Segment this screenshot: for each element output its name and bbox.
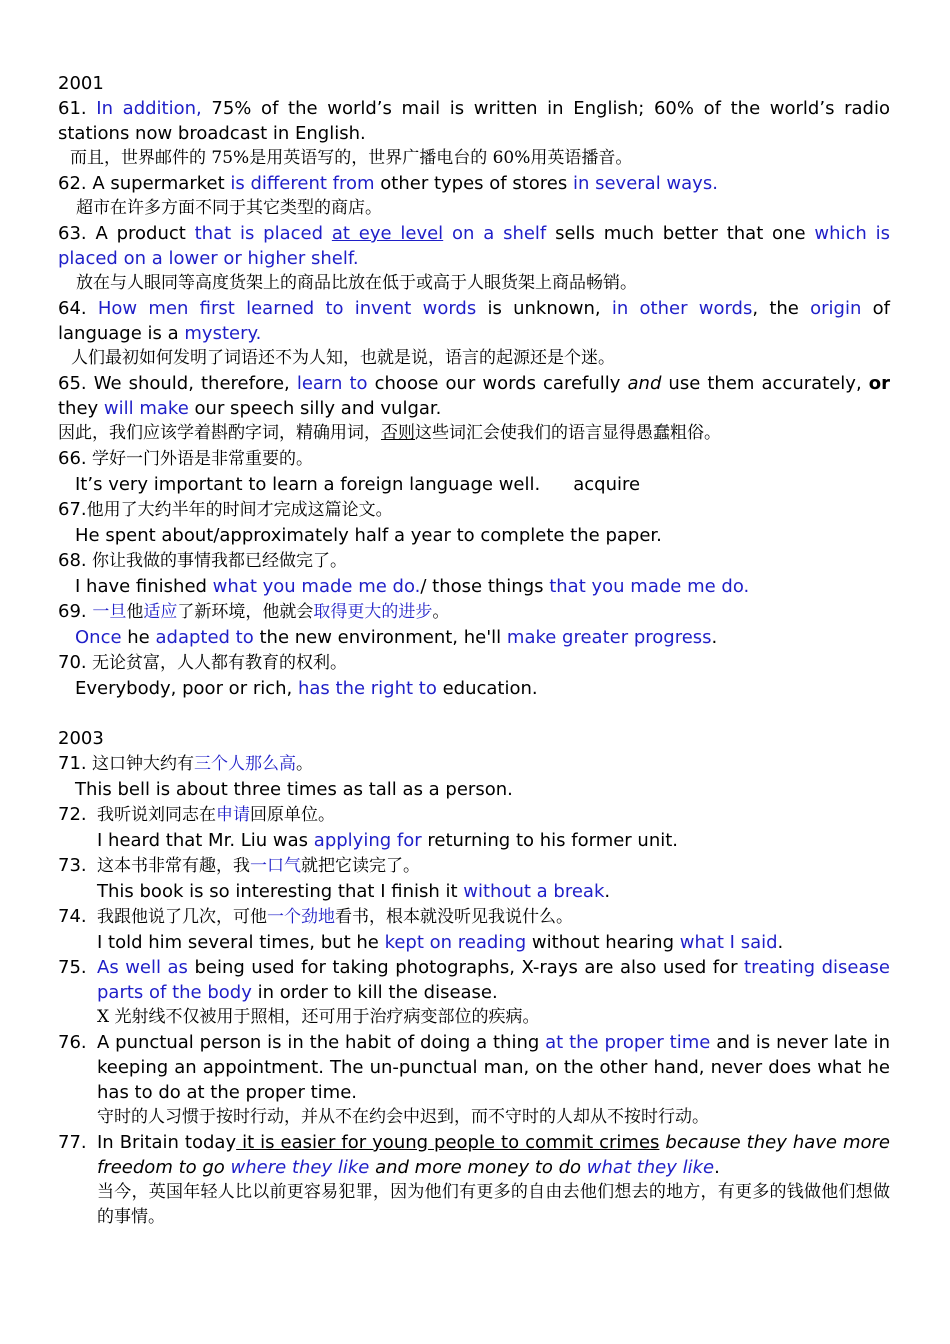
item-number: 64. (58, 298, 87, 319)
highlight-phrase: As well as (97, 957, 188, 978)
highlight-phrase: has the right to (297, 678, 437, 699)
item-number: 65. (58, 373, 87, 394)
year-heading-2001: 2001 (58, 73, 104, 94)
highlight-phrase: is different from (230, 173, 375, 194)
item-number: 73. (58, 855, 87, 876)
highlight-phrase: in several ways. (572, 173, 718, 194)
highlight-phrase: adapted to (155, 627, 254, 648)
item-number: 66. (58, 448, 87, 469)
item-66-chinese: 66. 学好一门外语是非常重要的。 (58, 448, 314, 469)
highlight-phrase: in other words (611, 298, 753, 319)
item-67-chinese: 67.他用了大约半年的时间才完成这篇论文。 (58, 499, 393, 520)
bold-word: or (868, 373, 890, 394)
highlight-phrase: treating disease parts of the body (97, 957, 890, 1003)
highlight-phrase: on a shelf (443, 223, 547, 244)
underlined-phrase: it is easier for young people to commit crimes (236, 1132, 660, 1153)
item-number: 70. (58, 652, 87, 673)
highlight-phrase: origin (810, 298, 862, 319)
highlight-phrase: without a break (463, 881, 605, 902)
item-70-chinese: 70. 无论贫富，人人都有教育的权利。 (58, 652, 348, 673)
item-76-english: 76. A punctual person is in the habit of doing a thing at the proper time and is never late in keeping an appointment. The un-punctual man, on the other hand, never does what he has to do at the proper time. (58, 1032, 890, 1103)
item-77-english: 77. In Britain today it is easier for young people to commit crimes because they have more freedom to go where they like and more money to do what they like. (58, 1132, 890, 1178)
item-69-english: Once he adapted to the new environment, he'll make greater progress. (75, 627, 718, 648)
item-75 (58, 955, 890, 1030)
highlight-phrase: kept on reading (384, 932, 527, 953)
item-number: 71. (58, 753, 87, 774)
item-63-chinese: 放在与人眼同等高度货架上的商品比放在低于或高于人眼货架上商品畅销。 (76, 273, 637, 293)
item-65-chinese: 因此，我们应该学着斟酌字词，精确用词，否则这些词汇会使我们的语言显得愚蠢粗俗。 (58, 423, 721, 443)
item-number: 77. (58, 1132, 87, 1153)
italic-word: and (627, 373, 662, 394)
item-number: 68. (58, 550, 87, 571)
item-number: 61. (58, 98, 87, 119)
highlight-phrase: In addition, (96, 98, 202, 119)
item-number: 72. (58, 804, 87, 825)
item-75-english: 75. As well as being used for taking photographs, X-rays are also used for treating disease parts of the body in order to kill the disease. (58, 957, 890, 1003)
item-72 (58, 802, 890, 853)
highlight-phrase: make greater progress (506, 627, 712, 648)
item-77 (58, 1130, 890, 1230)
item-70-english: Everybody, poor or rich, has the right to education. (75, 678, 538, 699)
item-71-chinese: 71. 这口钟大约有三个人那么高。 (58, 753, 314, 774)
item-74 (58, 904, 890, 955)
item-64-chinese: 人们最初如何发明了词语还不为人知，也就是说，语言的起源还是个迷。 (71, 348, 615, 368)
item-74-english: I told him several times, but he kept on reading without hearing what I said. (97, 932, 784, 953)
item-62-english: 62. A supermarket is different from other types of stores in several ways. (58, 173, 718, 194)
item-number: 67. (58, 499, 87, 520)
item-number: 74. (58, 906, 87, 927)
item-66-english: It’s very important to learn a foreign language well. acquire (75, 474, 641, 495)
underlined-phrase: 否则 (381, 423, 415, 443)
item-62-chinese: 超市在许多方面不同于其它类型的商店。 (76, 198, 382, 218)
item-71-english: This bell is about three times as tall as a person. (75, 779, 513, 800)
highlight-phrase: applying for (313, 830, 422, 851)
item-76 (58, 1030, 890, 1130)
item-73 (58, 853, 890, 904)
item-61-chinese: 而且，世界邮件的 75%是用英语写的，世界广播电台的 60%用英语播音。 (70, 148, 633, 168)
item-61-english: 61. In addition, 75% of the world’s mail is written in English; 60% of the world’s radio stations now broadcast in English. (58, 98, 890, 144)
section-spacer (58, 701, 890, 726)
highlight-phrase: How men first learned to invent words (86, 298, 477, 319)
highlight-phrase: mystery. (184, 323, 262, 344)
item-68-english: I have finished what you made me do./ those things that you made me do. (75, 576, 750, 597)
underlined-phrase: at eye level (331, 223, 444, 244)
item-72-chinese: 72. 我听说刘同志在申请回原单位。 (58, 804, 335, 825)
item-68-chinese: 68. 你让我做的事情我都已经做完了。 (58, 550, 348, 571)
highlight-phrase: what I said (679, 932, 778, 953)
item-73-english: This book is so interesting that I finish it without a break. (97, 881, 611, 902)
item-76-chinese: 守时的人习惯于按时行动，并从不在约会中迟到，而不守时的人却从不按时行动。 (97, 1107, 709, 1127)
highlight-phrase: where they like (230, 1157, 370, 1178)
item-67-english: He spent about/approximately half a year to complete the paper. (75, 525, 662, 546)
highlight-phrase: at the proper time (545, 1032, 711, 1053)
item-77-chinese: 当今，英国年轻人比以前更容易犯罪，因为他们有更多的自由去他们想去的地方，有更多的钱做他们想做的事情。 (97, 1182, 890, 1227)
item-number: 75. (58, 957, 87, 978)
item-64-english: 64. How men first learned to invent words is unknown, in other words, the origin of language is a mystery. (58, 298, 890, 344)
highlight-phrase: what they like (586, 1157, 715, 1178)
highlight-phrase: what you made me do. (212, 576, 421, 597)
item-number: 62. (58, 173, 87, 194)
highlight-phrase: that is placed (194, 223, 332, 244)
item-73-chinese: 73. 这本书非常有趣，我一口气就把它读完了。 (58, 855, 420, 876)
highlight-phrase: that you made me do. (549, 576, 750, 597)
item-65-english: 65. We should, therefore, learn to choose our words carefully and use them accurately, or they will make our speech silly and vulgar. (58, 373, 890, 419)
document-page (58, 71, 890, 1230)
item-63-english: 63. A product that is placed at eye level on a shelf sells much better that one which is placed on a lower or higher shelf. (58, 223, 891, 269)
item-75-chinese: X 光射线不仅被用于照相，还可用于治疗病变部位的疾病。 (97, 1007, 540, 1027)
item-number: 63. (58, 223, 87, 244)
highlight-phrase: which is placed on a lower or higher shelf. (58, 223, 891, 269)
highlight-phrase: will make (103, 398, 189, 419)
item-number: 69. (58, 601, 87, 622)
item-74-chinese: 74. 我跟他说了几次，可他一个劲地看书，根本就没听见我说什么。 (58, 906, 573, 927)
year-heading-2003: 2003 (58, 728, 104, 749)
item-69-chinese: 69. 一旦他适应了新环境，他就会取得更大的进步。 (58, 601, 450, 622)
vocabulary-note: acquire (573, 474, 641, 495)
item-72-english: I heard that Mr. Liu was applying for returning to his former unit. (97, 830, 679, 851)
highlight-phrase: learn to (296, 373, 368, 394)
item-number: 76. (58, 1032, 87, 1053)
highlight-phrase: Once (75, 627, 122, 648)
